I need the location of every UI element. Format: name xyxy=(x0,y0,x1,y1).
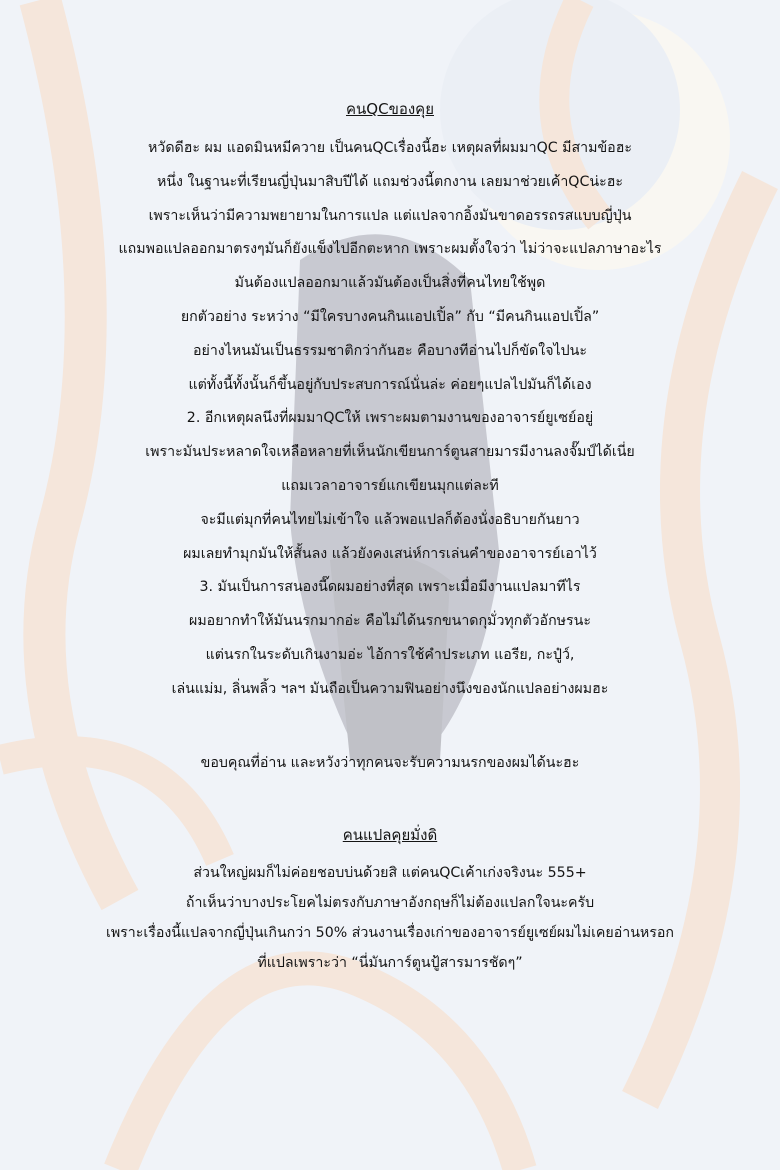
text-line: เพราะเห็นว่ามีความพยายามในการแปล แต่แปลจากอิ้งมันขาดอรรถรสแบบญี่ปุ่น xyxy=(148,207,632,224)
text-line: ส่วนใหญ่ผมก็ไม่ค่อยชอบบ่นด้วยสิ แต่คนQCเค้าเก่งจริงนะ 555+ xyxy=(193,865,587,882)
qc-paragraph xyxy=(0,132,780,707)
text-line: เพราะเรื่องนี้แปลจากญี่ปุ่นเกินกว่า 50% ส่วนงานเรื่องเก่าของอาจารย์ยูเซย์ผมไม่เคยอ่านหรอก xyxy=(105,925,674,942)
text-line: 2. อีกเหตุผลนึงที่ผมมาQCให้ เพราะผมตามงานของอาจารย์ยูเซย์อยู่ xyxy=(186,410,594,427)
text-content xyxy=(0,96,780,978)
section-heading-qc: คนQCของคุย xyxy=(346,100,434,118)
text-line: 3. มันเป็นการสนองนี๊ดผมอย่างที่สุด เพราะเมื่อมีงานแปลมาทีไร xyxy=(199,579,581,596)
text-line: มันต้องแปลออกมาแล้วมันต้องเป็นสิ่งที่คนไทยใช้พูด xyxy=(234,275,546,292)
text-line: หนึ่ง ในฐานะที่เรียนญี่ปุ่นมาสิบปีได้ แถมช่วงนี้ตกงาน เลยมาช่วยเค้าQCน่ะฮะ xyxy=(157,173,623,190)
text-line: แต่ทั้งนี้ทั้งนั้นก็ขึ้นอยู่กับประสบการณ์นั่นล่ะ ค่อยๆแปลไปมันก็ได้เอง xyxy=(188,376,592,393)
translator-paragraph xyxy=(0,858,780,978)
text-line: หวัดดีฮะ ผม แอดมินหมีควาย เป็นคนQCเรื่องนี้ฮะ เหตุผลที่ผมมาQC มีสามข้อฮะ xyxy=(148,140,632,156)
text-line: แต่นรกในระดับเกินงามอ่ะ ไอ้การใช้คำประเภท แอรีย, กะปู๋ว์, xyxy=(205,646,575,663)
text-line: แถมเวลาอาจารย์แกเขียนมุกแต่ละที xyxy=(281,477,499,494)
text-line: เพราะมันประหลาดใจเหลือหลายที่เห็นนักเขียนการ์ตูนสายมารมีงานลงจั๊มป์ได้เนี่ย xyxy=(145,444,635,461)
text-line: ถ้าเห็นว่าบางประโยคไม่ตรงกับภาษาอังกฤษก็ไม่ต้องแปลกใจนะครับ xyxy=(185,895,595,912)
text-line: เล่นแม่ม, ลิ่นพลิ้ว ฯลฯ มันถือเป็นความฟินอย่างนึงของนักแปลอย่างผมฮะ xyxy=(171,680,609,697)
text-line: ที่แปลเพราะว่า “นี่มันการ์ตูนปู้สารมารชัดๆ” xyxy=(257,955,523,972)
text-line: อย่างไหนมันเป็นธรรมชาติกว่ากันฮะ คือบางทีอ่านไปก็ขัดใจไปนะ xyxy=(193,342,587,359)
text-line: ผมเลยทำมุกมันให้สั้นลง แล้วยังคงเสน่ห์การเล่นคำของอาจารย์เอาไว้ xyxy=(183,545,597,562)
closing-line: ขอบคุณที่อ่าน และหวังว่าทุกคนจะรับความนรกของผมได้นะฮะ xyxy=(200,754,580,771)
text-line: ยกตัวอย่าง ระหว่าง “มีใครบางคนกินแอปเปิ้ล” กับ “มีคนกินแอปเปิ้ล” xyxy=(180,308,600,325)
section-heading-translator: คนแปลคุยมั่งดิ xyxy=(342,826,438,845)
text-line: ผมอยากทำให้มันนรกมากอ่ะ คือไม่ได้นรกขนาดกุมั่วทุกตัวอักษรนะ xyxy=(189,613,591,630)
text-line: จะมีแต่มุกที่คนไทยไม่เข้าใจ แล้วพอแปลก็ต้องนั่งอธิบายกันยาว xyxy=(200,511,580,528)
text-line: แถมพอแปลออกมาตรงๆมันก็ยังแข็งไปอีกตะหาก เพราะผมตั้งใจว่า ไม่ว่าจะแปลภาษาอะไร xyxy=(118,241,662,258)
